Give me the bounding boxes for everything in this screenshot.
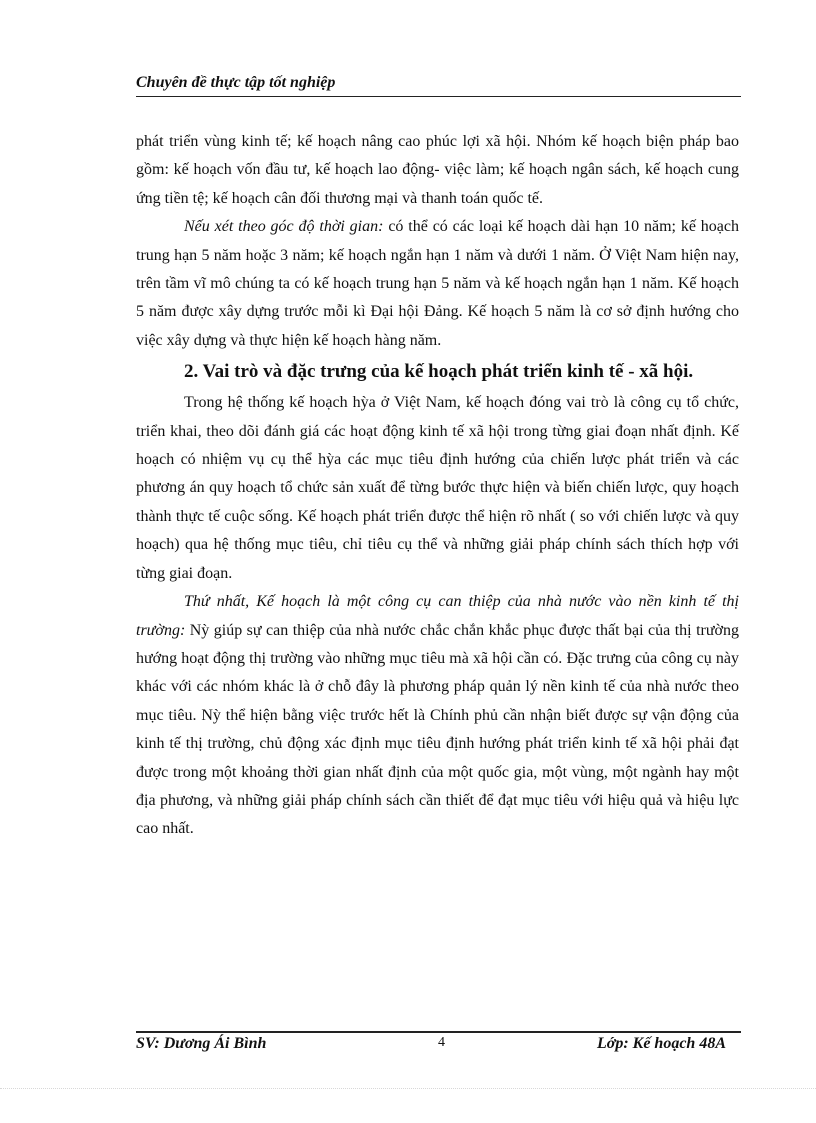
footer-rule bbox=[136, 1031, 741, 1033]
footer-class: Lớp: Kế hoạch 48A bbox=[596, 1035, 726, 1052]
paragraph-2-lead: Nếu xét theo góc độ thời gian: bbox=[184, 218, 384, 236]
paragraph-4 bbox=[136, 588, 739, 844]
header-rule bbox=[136, 96, 741, 97]
footer-student: SV: Dương Ái Bình bbox=[136, 1035, 267, 1052]
page-number: 4 bbox=[438, 1035, 445, 1050]
paragraph-3: Trong hệ thống kế hoạch hỳa ở Việt Nam, kế hoạch đóng vai trò là công cụ tổ chức, triển khai, theo dõi đánh giá các hoạt động kinh tế xã hội trong từng giai đoạn nhất định. Kế hoạch có nhiệm vụ cụ thể hỳa các mục tiêu định hướng của chiến lược phát triển và các phương án quy hoạch tổ chức sản xuất để từng bước thực hiện và biến chiến lược, quy hoạch thành thực tế cuộc sống. Kế hoạch phát triển được thể hiện rõ nhất ( so với chiến lược và quy hoạch) qua hệ thống mục tiêu, chỉ tiêu cụ thể và những giải pháp chính sách thích hợp với từng giai đoạn. bbox=[136, 394, 739, 582]
document-body bbox=[136, 128, 739, 844]
paragraph-1: phát triển vùng kinh tế; kế hoạch nâng cao phúc lợi xã hội. Nhóm kế hoạch biện pháp bao gồm: kế hoạch vốn đầu tư, kế hoạch lao động- việc làm; kế hoạch ngân sách, kế hoạch cung ứng tiền tệ; kế hoạch cân đối thương mại và thanh toán quốc tế. bbox=[136, 133, 739, 207]
header-title: Chuyên đề thực tập tốt nghiệp bbox=[136, 74, 336, 91]
paragraph-2-text: có thể có các loại kế hoạch dài hạn 10 năm; kế hoạch trung hạn 5 năm hoặc 3 năm; kế hoạch ngắn hạn 1 năm và dưới 1 năm. Ở Việt Nam hiện nay, trên tầm vĩ mô chúng ta có kế hoạch trung hạn 5 năm và kế hoạch ngắn hạn 1 năm. Kế hoạch 5 năm được xây dựng trước mỗi kì Đại hội Đảng. Kế hoạch 5 năm là cơ sở định hướng cho việc xây dựng và thực hiện kế hoạch hàng năm. bbox=[136, 218, 740, 349]
paragraph-4-text: Nỳ giúp sự can thiệp của nhà nước chắc chắn khắc phục được thất bại của thị trường hướng hoạt động thị trường vào những mục tiêu mà xã hội cần có. Đặc trưng của công cụ này khác với các nhóm khác là ở chỗ đây là phương pháp quản lý nền kinh tế của nhà nước theo mục tiêu. Nỳ thể hiện bằng việc trước hết là Chính phủ cần nhận biết được sự vận động của kinh tế thị trường, chủ động xác định mục tiêu định hướng phát triển kinh tế xã hội phải đạt được trong một khoảng thời gian nhất định của một quốc gia, một vùng, một ngành hay một địa phương, và những giải pháp chính sách cần thiết để đạt mục tiêu với hiệu quả và hiệu lực cao nhất. bbox=[136, 621, 739, 838]
paragraph-4-lead: Thứ nhất, Kế hoạch là một công cụ can thiệp của nhà nước vào nền kinh tế thị trường: bbox=[136, 593, 739, 639]
page-edge bbox=[0, 1088, 816, 1089]
paragraph-2 bbox=[136, 213, 739, 355]
section-heading: 2. Vai trò và đặc trưng của kế hoạch phát triển kinh tế - xã hội. bbox=[184, 361, 694, 383]
